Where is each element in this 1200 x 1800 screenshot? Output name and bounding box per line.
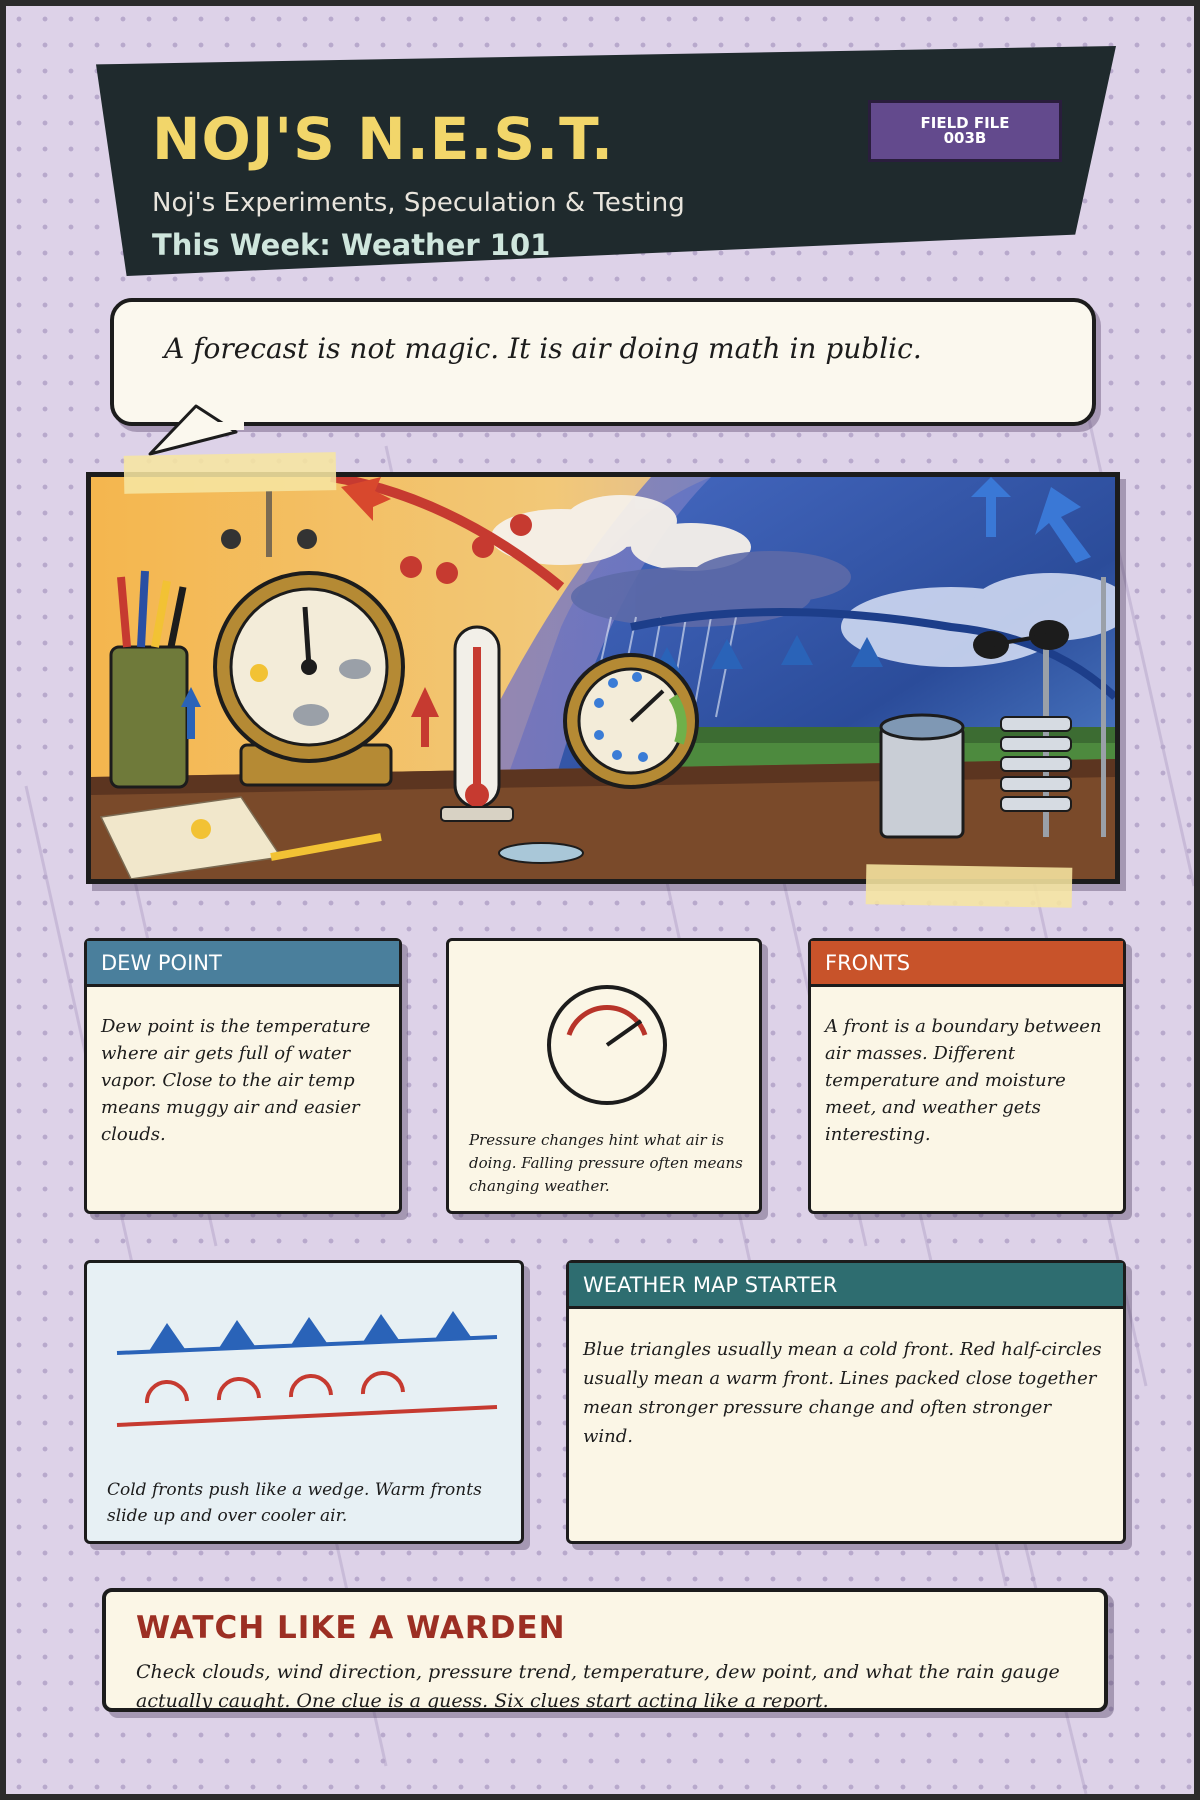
fronts-text: A front is a boundary between air masses. Different temperature and moisture meet, and weather gets interesting. <box>825 1016 1102 1145</box>
pressure-caption: Pressure changes hint what air is doing. Falling pressure often means changing weather. <box>469 1131 743 1195</box>
field-file-badge <box>868 100 1062 162</box>
quote-bubble <box>110 298 1096 426</box>
week-topic: This Week: Weather 101 <box>152 228 551 262</box>
badge-number: 003B <box>943 129 987 147</box>
weather-map-card <box>566 1260 1126 1544</box>
weather-map-text: Blue triangles usually mean a cold front. Red half-circles usually mean a warm front. Lines packed close together mean stronger pressure change and often stronger wind. <box>583 1339 1102 1447</box>
front-symbols-caption: Cold fronts push like a wedge. Warm fronts slide up and over cooler air. <box>107 1480 482 1526</box>
pressure-card <box>446 938 762 1214</box>
tape-strip <box>866 864 1073 908</box>
rain-gauge-icon <box>881 715 963 837</box>
page-title: NOJ'S N.E.S.T. <box>152 105 614 173</box>
page-subtitle: Noj's Experiments, Speculation & Testing <box>152 188 685 218</box>
dew-point-card <box>84 938 402 1214</box>
weather-map-title: WEATHER MAP STARTER <box>569 1263 1123 1309</box>
quote-text: A forecast is not magic. It is air doing math in public. <box>164 332 922 365</box>
weather-desk-scene <box>91 477 1115 879</box>
dew-point-title: DEW POINT <box>87 941 399 987</box>
dew-point-text: Dew point is the temperature where air gets full of water vapor. Close to the air temp means muggy air and easier clouds. <box>101 1016 371 1145</box>
front-symbols-card <box>84 1260 524 1544</box>
fronts-card <box>808 938 1126 1214</box>
page <box>6 6 1194 1794</box>
front-symbols-icon <box>107 1285 507 1455</box>
warden-callout <box>102 1588 1108 1712</box>
pressure-gauge-icon <box>543 981 671 1109</box>
weather-illustration <box>86 472 1120 884</box>
callout-title: WATCH LIKE A WARDEN <box>136 1610 566 1646</box>
speech-tail-icon <box>144 402 254 458</box>
callout-text: Check clouds, wind direction, pressure trend, temperature, dew point, and what the rain gauge actually caught. One clue is a guess. Six clues start acting like a report. <box>136 1661 1060 1712</box>
badge-label: FIELD FILE <box>920 114 1010 132</box>
tape-strip <box>124 452 337 494</box>
fronts-title: FRONTS <box>811 941 1123 987</box>
hygrometer-icon <box>565 655 697 787</box>
